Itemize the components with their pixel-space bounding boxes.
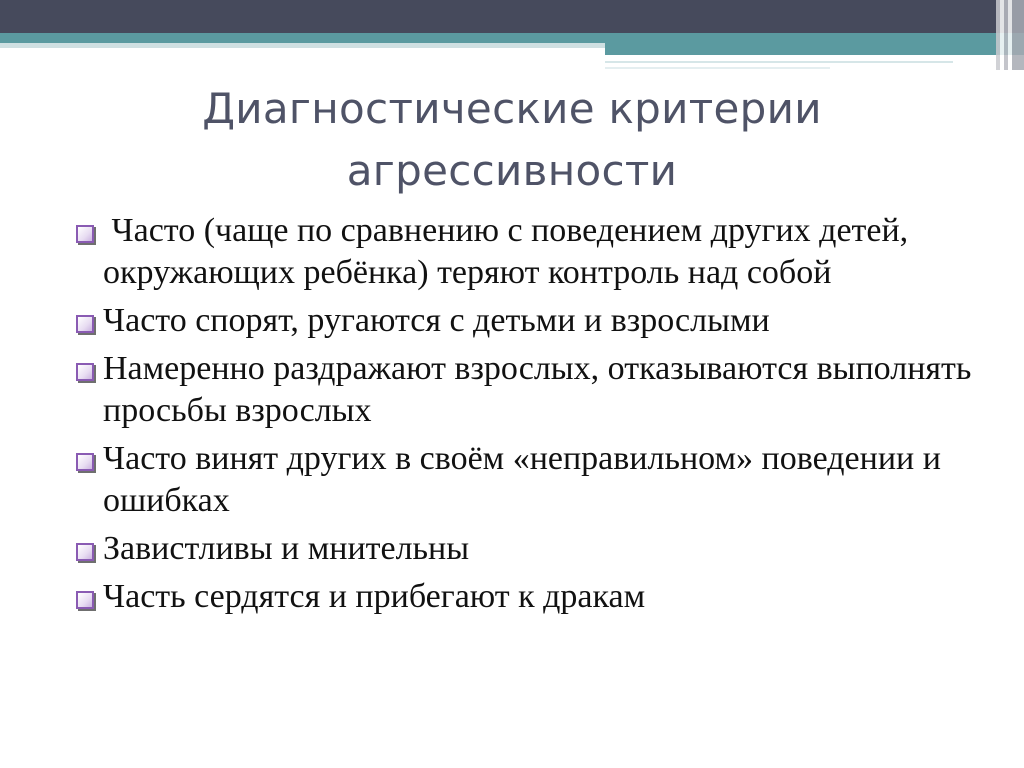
slide-title-line-1: Диагностические критерии xyxy=(202,84,822,133)
header-decor-line-2 xyxy=(605,67,830,69)
list-item xyxy=(74,576,974,618)
square-bullet-icon xyxy=(76,363,94,381)
list-item-text: Часть сердятся и прибегают к дракам xyxy=(103,578,646,615)
criteria-list xyxy=(74,210,974,618)
list-item xyxy=(74,348,974,432)
header-band-teal-step xyxy=(605,43,1024,55)
square-bullet-icon xyxy=(76,453,94,471)
square-bullet-icon xyxy=(76,315,94,333)
header-band-pale xyxy=(0,43,610,48)
list-item xyxy=(74,210,974,294)
list-item-text: Часто винят других в своём «неправильном» поведении и ошибках xyxy=(103,440,941,519)
square-bullet-icon xyxy=(76,543,94,561)
slide-title-line-2: агрессивности xyxy=(346,146,678,195)
list-item-text: Намеренно раздражают взрослых, отказываются выполнять просьбы взрослых xyxy=(103,350,972,429)
list-item xyxy=(74,438,974,522)
list-item xyxy=(74,528,974,570)
square-bullet-icon xyxy=(76,591,94,609)
header-band-teal xyxy=(0,33,1024,43)
list-item-text: Часто спорят, ругаются с детьми и взрослыми xyxy=(103,302,770,339)
list-item-text: Завистливы и мнительны xyxy=(103,530,470,567)
header-decor-line xyxy=(605,61,953,63)
slide-title xyxy=(100,78,924,202)
list-item xyxy=(74,300,974,342)
square-bullet-icon xyxy=(76,225,94,243)
list-item-text: Часто (чаще по сравнению с поведением других детей, окружающих ребёнка) теряют контроль над собой xyxy=(103,212,917,291)
header-edge-stripes xyxy=(996,0,1024,70)
header-band-dark xyxy=(0,0,1024,33)
